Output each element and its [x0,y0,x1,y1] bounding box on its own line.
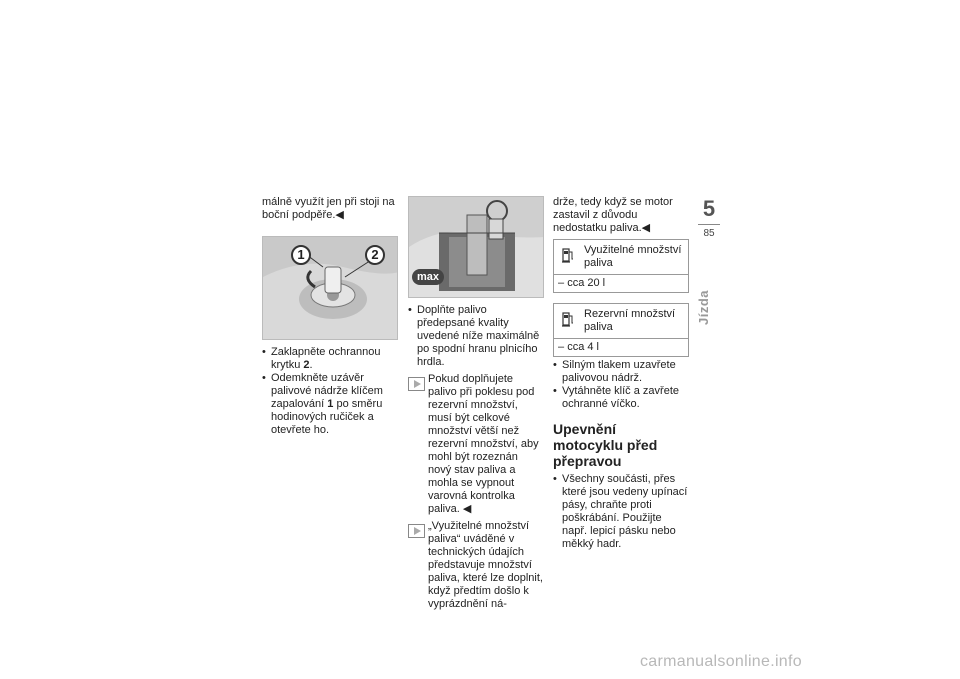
usable-fuel-table [553,239,689,293]
col1-bullet-1-text: Zaklapněte ochrannou krytku [271,346,381,371]
usable-fuel-value-row: – cca 20 l [558,277,606,289]
callout-1: 1 [291,245,311,265]
col1-bullet-1 [262,346,398,372]
chapter-tab [698,196,720,240]
col3-bullet-1: • Silným tlakem uzavřete palivovou nádrž. [553,359,689,385]
ref-2: 2 [303,359,310,371]
fuel-pump-icon [562,310,574,328]
fuel-pump-icon [562,246,574,264]
note-1 [408,373,544,516]
ref-1: 1 [327,398,334,410]
usable-fuel-label: Využitelné množství paliva [584,244,682,269]
section-heading: Upevnění motocyklu před přepravou [553,421,658,469]
page-number: 85 [698,224,720,240]
reserve-fuel-table [553,303,689,357]
section-name: Jízda [696,289,711,325]
warning-triangle-icon [408,524,425,538]
column-3 [553,196,689,551]
footer-watermark[interactable]: carmanualsonline.info [640,653,802,670]
col3-bullet-2: • Vytáhněte klíč a zavřete ochranné víčko. [553,385,689,411]
chapter-number: 5 [702,196,716,221]
usable-fuel-value: cca 20 l [567,277,606,289]
col1-bullet-2-text-b: po směru hodinových ručiček a otevřete ho. [271,398,383,436]
col1-bullet-2 [262,372,398,437]
col1-intro: málně využít jen při stoji na boční podpěře.◀ [262,196,395,221]
note-2-text: „Využitelné množství paliva“ uváděné v technických údajích představuje množství paliva, které lze doplnit, když předtím došlo k vyprázdnění ná- [428,520,543,610]
col1-bullet-2-text: Odemkněte uzávěr palivové nádrže klíčem zapalování [271,372,383,410]
reserve-fuel-label: Rezervní množství paliva [584,308,676,333]
warning-triangle-icon [408,377,425,391]
col3-intro: drže, tedy když se motor zastavil z důvodu nedostatku paliva.◀ [553,196,673,234]
col2-bullet-1: • Doplňte palivo předepsané kvality uvedené níže maximálně po spodní hranu plnicího hrdla. [408,304,544,369]
reserve-fuel-value: cca 4 l [567,341,599,353]
usable-fuel-label-row [554,240,688,275]
callout-2: 2 [365,245,385,265]
reserve-fuel-value-row: – cca 4 l [558,341,599,353]
column-2 [408,196,544,611]
col1-bullet-1-end: . [309,359,313,371]
reserve-fuel-label-row [554,304,688,339]
note-2 [408,520,544,611]
fuel-filler-image [408,196,544,298]
max-label: max [412,269,444,285]
section-side-label [697,270,717,330]
column-1 [262,196,398,437]
col3-bullet-3: • Všechny součásti, přes které jsou vedeny upínací pásy, chraňte proti poškrábání. Použijte např. lepicí pásku nebo měkký hadr. [553,473,689,551]
note-1-text: Pokud doplňujete palivo při poklesu pod rezervní množství, musí být celkové množství větší než rezervní množství, aby mohl být rozeznán nový stav paliva a mohla se vypnout varovná kontrolka paliva. ◀ [428,373,539,515]
fuel-cap-image [262,236,398,340]
